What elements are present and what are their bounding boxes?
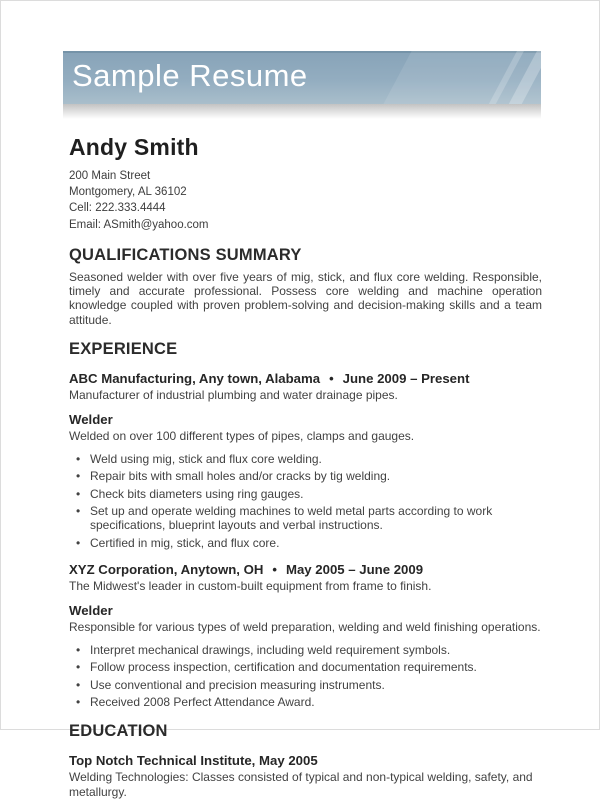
- bullet-text: Weld using mig, stick and flux core welding.: [90, 451, 322, 466]
- bullet-icon: •: [76, 535, 81, 550]
- bullet-icon: •: [76, 469, 81, 484]
- bullet-item: [69, 452, 542, 466]
- section-heading-experience: EXPERIENCE: [69, 340, 178, 358]
- section-heading-education: EDUCATION: [69, 722, 168, 741]
- job-dates: May 2005 – June 2009: [285, 562, 424, 578]
- bullet-item: [69, 536, 542, 550]
- job-dates: June 2009 – Present: [342, 371, 470, 386]
- contact-line: Email: ASmith@yahoo.com: [69, 218, 209, 231]
- job-company: XYZ Corporation, Anytown, OH: [69, 562, 264, 578]
- bullet-icon: •: [76, 451, 81, 466]
- bullet-text: Use conventional and precision measuring instruments.: [90, 677, 385, 692]
- job-role-summary: Responsible for various types of weld preparation, welding and weld finishing operations.: [69, 620, 541, 635]
- education-school: Top Notch Technical Institute, May 2005: [69, 753, 318, 769]
- banner-title: Sample Resume: [72, 58, 308, 93]
- bullet-item: [69, 487, 542, 501]
- education-description: Welding Technologies: Classes consisted of typical and non-typical welding, safety, and metallurgy.: [69, 770, 533, 799]
- bullet-text: Received 2008 Perfect Attendance Award.: [90, 695, 315, 710]
- bullet-icon: •: [76, 504, 81, 519]
- contact-block: [69, 168, 542, 233]
- bullet-text: Interpret mechanical drawings, including weld requirement symbols.: [90, 642, 451, 657]
- job-bullet-list: [69, 452, 542, 551]
- job-entry: [69, 562, 542, 709]
- job-title: Welder: [69, 603, 113, 619]
- bullet-icon: •: [76, 642, 81, 657]
- job-company-description: The Midwest's leader in custom-built equipment from frame to finish.: [69, 579, 432, 594]
- job-bullet-list: [69, 643, 542, 710]
- banner: [63, 51, 541, 104]
- bullet-icon: •: [76, 695, 81, 710]
- bullet-text: Repair bits with small holes and/or cracks by tig welding.: [90, 469, 391, 484]
- bullet-icon: •: [76, 486, 81, 501]
- bullet-icon: •: [76, 660, 81, 675]
- job-company-line: [69, 371, 542, 386]
- bullet-separator-icon: •: [329, 371, 334, 386]
- bullet-text: Check bits diameters using ring gauges.: [90, 486, 304, 501]
- bullet-item: [69, 469, 542, 483]
- bullet-text: Set up and operate welding machines to weld metal parts according to work specifications, blueprint layouts and verbal instructions.: [90, 504, 493, 533]
- banner-shadow: [63, 104, 541, 119]
- bullet-item: [69, 695, 542, 709]
- resume-content: [69, 134, 542, 799]
- bullet-separator-icon: •: [272, 562, 277, 578]
- job-company-line: [69, 562, 542, 577]
- job-company: ABC Manufacturing, Any town, Alabama: [69, 371, 321, 386]
- job-company-description: Manufacturer of industrial plumbing and water drainage pipes.: [69, 388, 398, 402]
- bullet-item: [69, 643, 542, 657]
- contact-line: Cell: 222.333.4444: [69, 202, 166, 215]
- qualifications-summary-text: Seasoned welder with over five years of mig, stick, and flux core welding. Responsible, timely and accurate professional. Possess core welding and machine operation knowledge coupled with proven problem-solving and decision-making skills and a team attitude.: [69, 269, 542, 327]
- contact-line: Montgomery, AL 36102: [69, 186, 187, 199]
- contact-line: 200 Main Street: [69, 170, 151, 182]
- bullet-icon: •: [76, 677, 81, 692]
- bullet-item: [69, 504, 542, 533]
- bullet-text: Follow process inspection, certification and documentation requirements.: [90, 660, 477, 675]
- bullet-item: [69, 678, 542, 692]
- bullet-item: [69, 660, 542, 674]
- job-role-summary: Welded on over 100 different types of pipes, clamps and gauges.: [69, 429, 415, 444]
- bullet-text: Certified in mig, stick, and flux core.: [90, 535, 280, 550]
- job-title: Welder: [69, 412, 113, 428]
- job-entry: [69, 371, 542, 550]
- resume-name: Andy Smith: [69, 134, 199, 160]
- section-heading-qualifications: QUALIFICATIONS SUMMARY: [69, 245, 302, 264]
